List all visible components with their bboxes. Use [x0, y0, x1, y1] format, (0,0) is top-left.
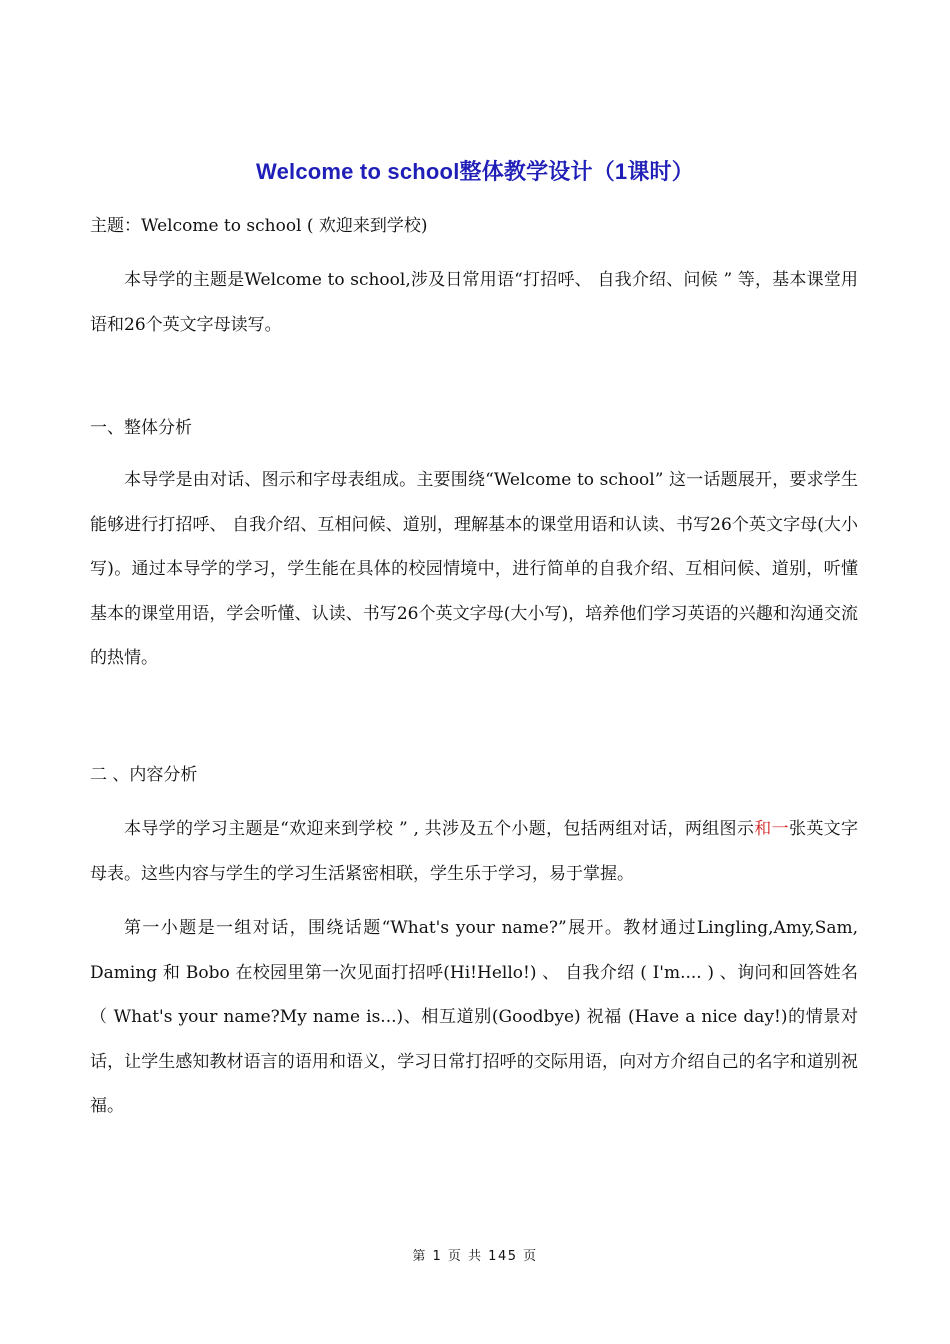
document-title: Welcome to school整体教学设计（1课时） — [256, 159, 694, 184]
section2-paragraph-1-text-a: 本导学的学习主题是“欢迎来到学校 ” , 共涉及五个小题，包括两组对话，两组图示 — [124, 819, 755, 839]
section1-paragraph: 本导学是由对话、图示和字母表组成。主要围绕“Welcome to school” 这一话题展开，要求学生能够进行打招呼、 自我介绍、互相问候、道别，理解基本的课堂用语和认读、书写26个英文字母(大小写)。通过本导学的学习，学生能在具体的校园情境中，进行简单的自我介绍、互相问候、道别，听懂基本的课堂用语，学会听懂、认读、书写26个英文字母(大小写)，培养他们学习英语的兴趣和沟通交流的热情。 — [90, 470, 858, 668]
section2-paragraph-1-text-b: 张英文字母表。这些内容与学生的学习生活紧密相联，学生乐于学习，易于掌握。 — [90, 819, 859, 884]
intro-paragraph: 本导学的主题是Welcome to school,涉及日常用语“打招呼、 自我介绍、问候 ” 等，基本课堂用语和26个英文字母读写。 — [90, 270, 858, 335]
section2-paragraph-1 — [90, 807, 858, 896]
page-footer: 第 1 页 共 145 页 — [412, 1249, 538, 1264]
theme-line: 主题：Welcome to school ( 欢迎来到学校) — [90, 216, 428, 236]
section1-heading: 一、整体分析 — [90, 418, 192, 438]
highlighted-text: 和一 — [754, 819, 789, 839]
section2-paragraph-2: 第一小题是一组对话，围绕话题“What's your name?”展开。教材通过Lingling,Amy,Sam, Daming 和 Bobo 在校园里第一次见面打招呼(Hi!Hello!) 、 自我介绍 ( I'm.... ) 、询问和回答姓名 （ What's your name?My name is...)、相互道别(Goodbye) 祝福 (Have a nice day!)的情景对话，让学生感知教材语言的语用和语义，学习日常打招呼的交际用语，向对方介绍自己的名字和道别祝福。 — [90, 918, 858, 1116]
section2-heading: 二 、内容分析 — [90, 765, 198, 785]
